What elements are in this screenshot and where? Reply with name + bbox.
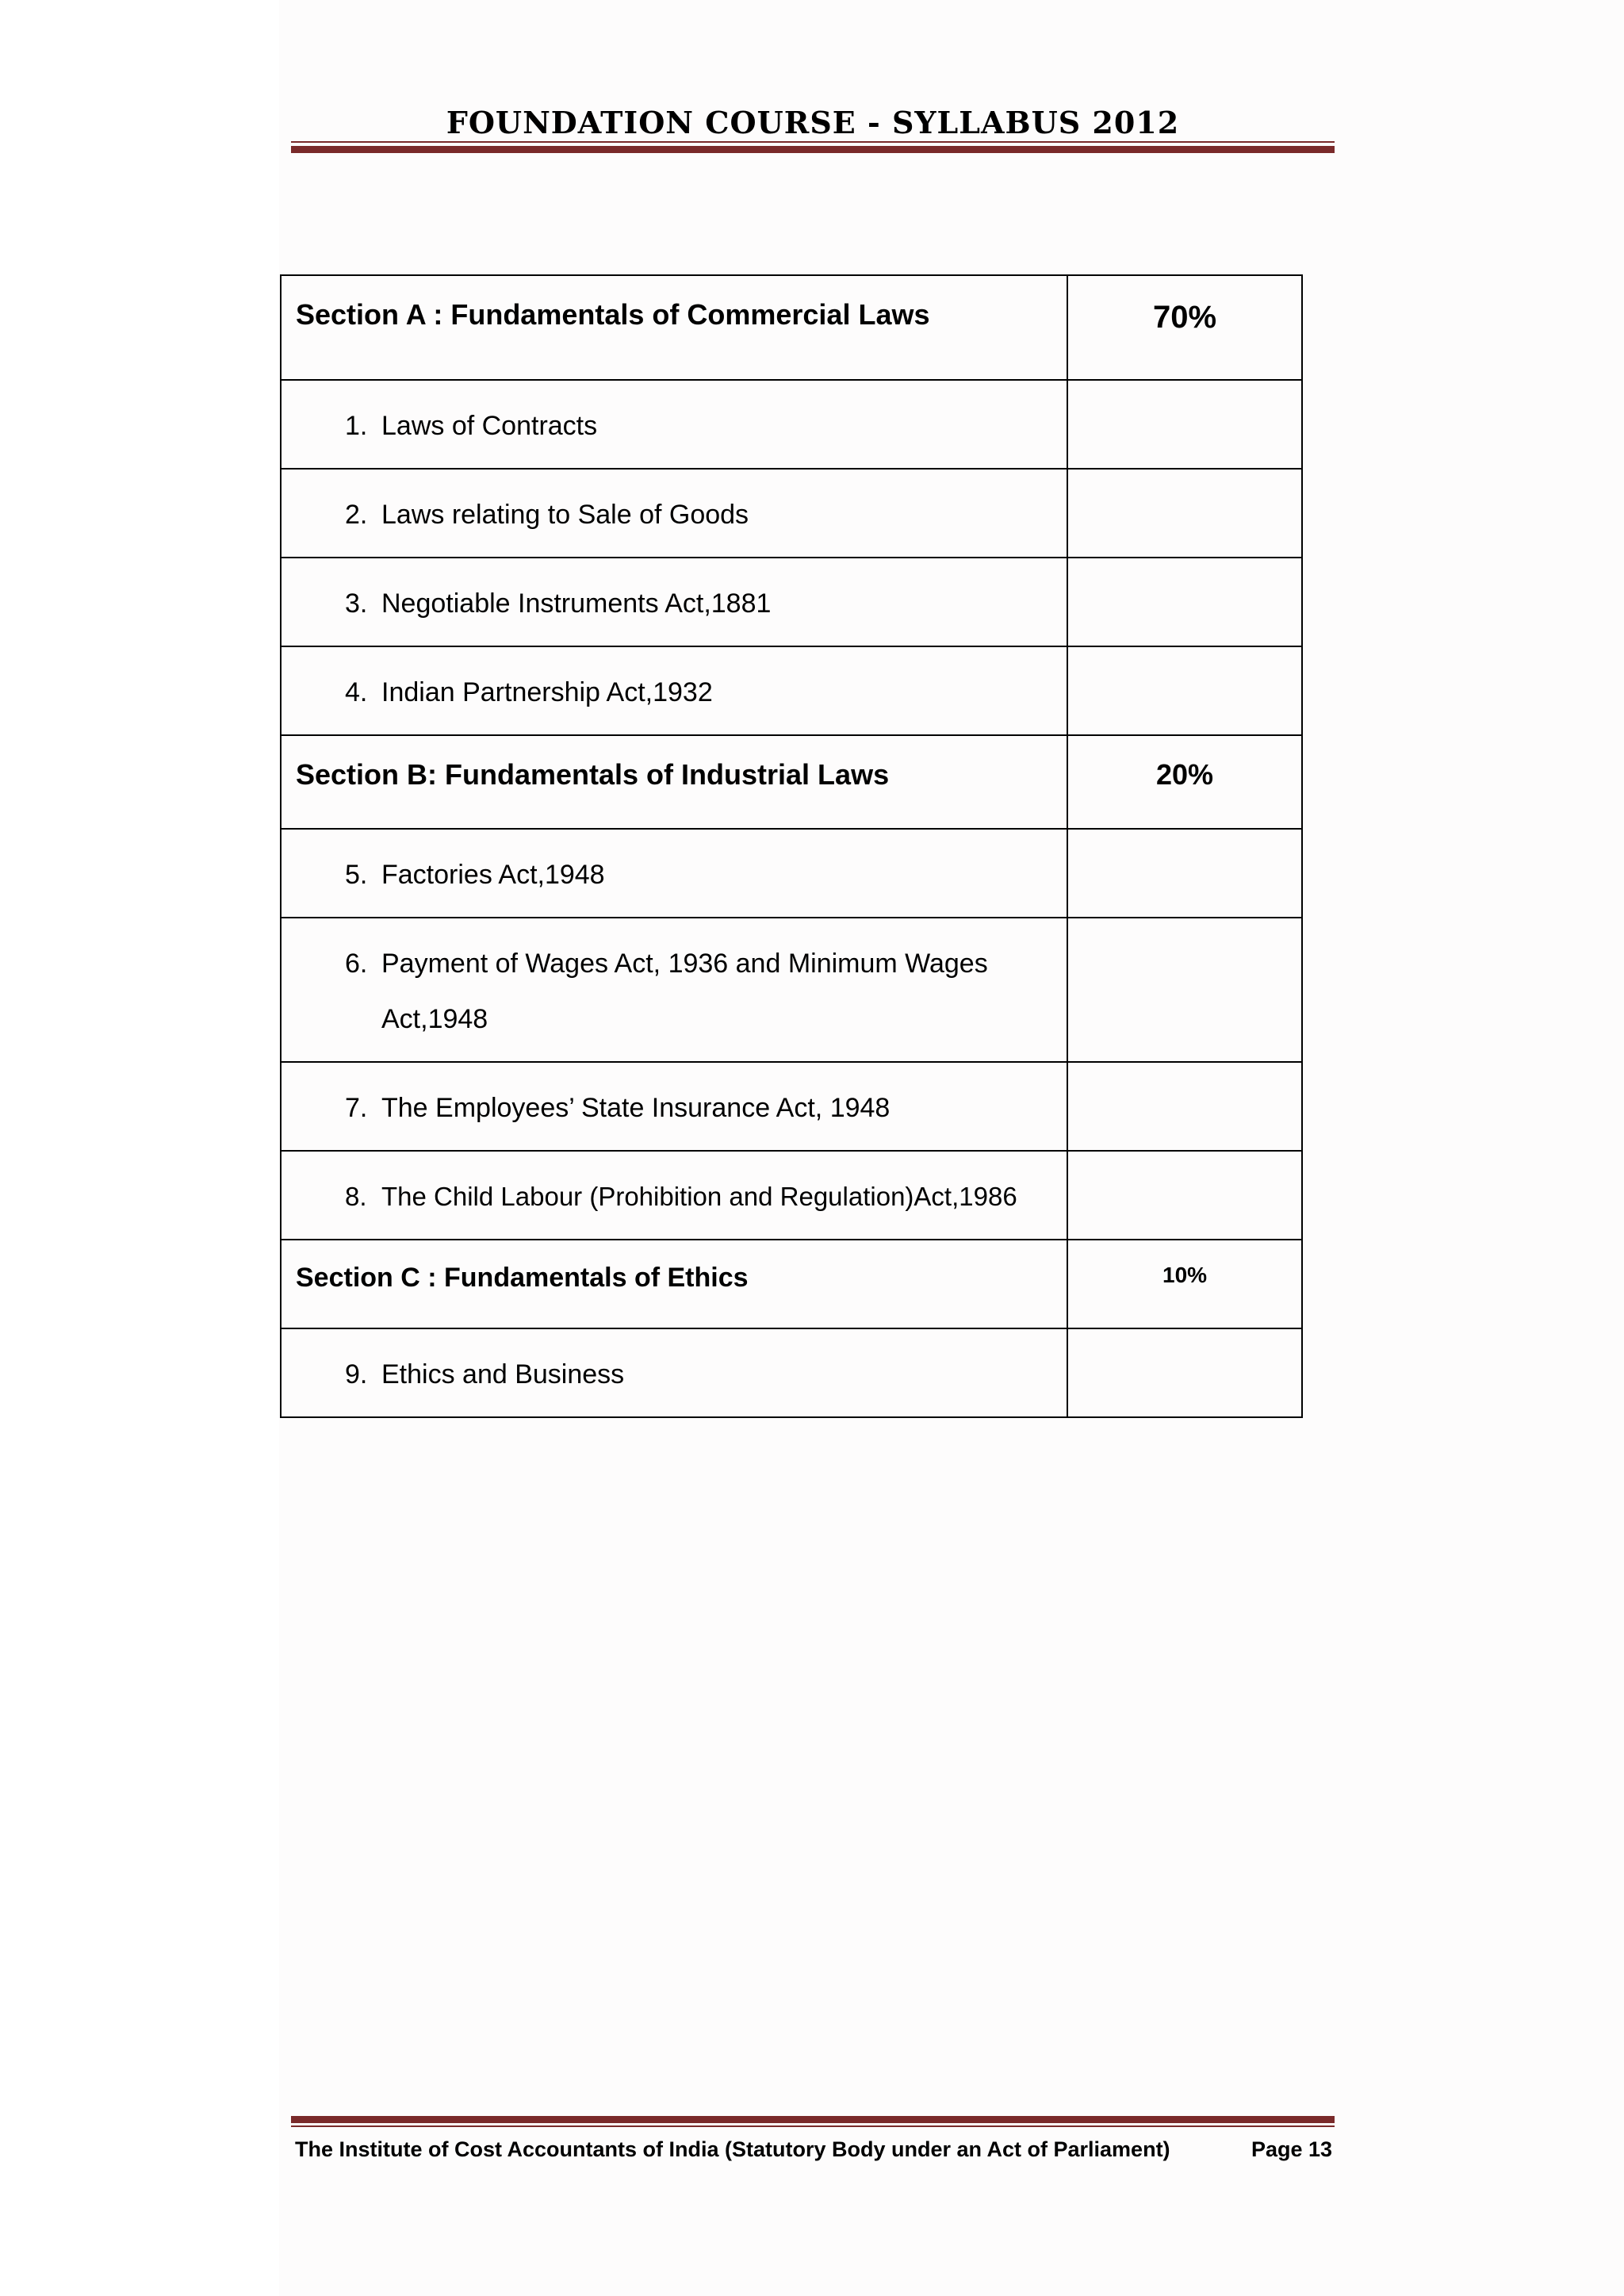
item-number: 4.: [345, 677, 368, 707]
margin-area: [0, 0, 279, 2296]
item-number: 6.: [345, 949, 368, 979]
item-number: 3.: [345, 588, 368, 619]
page-number: Page 13: [1251, 2137, 1333, 2161]
section-weight: 20%: [1156, 758, 1214, 791]
table-row: [281, 1062, 1302, 1151]
syllabus-table: [280, 274, 1303, 1418]
table-row: [281, 1328, 1302, 1417]
section-title: Section A : Fundamentals of Commercial Laws: [296, 298, 930, 331]
item-text: Factories Act,1948: [381, 860, 605, 890]
footer-rule: [291, 2116, 1335, 2123]
item-text: Payment of Wages Act, 1936 and Minimum Wages Act,1948: [381, 949, 988, 1034]
item-text: The Child Labour (Prohibition and Regulation)Act,1986: [381, 1182, 1017, 1211]
item-number: 7.: [345, 1093, 368, 1123]
section-title: Section C : Fundamentals of Ethics: [296, 1263, 749, 1293]
table-row: [281, 829, 1302, 918]
table-row: [281, 380, 1302, 469]
item-number: 1.: [345, 411, 368, 441]
item-number: 9.: [345, 1359, 368, 1389]
section-weight: 10%: [1162, 1263, 1208, 1287]
item-text: Indian Partnership Act,1932: [381, 677, 713, 707]
table-row: [281, 1151, 1302, 1240]
section-row-b: [281, 735, 1302, 829]
item-text: Ethics and Business: [381, 1359, 625, 1389]
table-row: [281, 469, 1302, 558]
page-header-title: FOUNDATION COURSE - SYLLABUS 2012: [446, 105, 1180, 140]
table-row: [281, 646, 1302, 735]
item-text: Negotiable Instruments Act,1881: [381, 588, 772, 619]
table-row: [281, 918, 1302, 1062]
section-weight: 70%: [1153, 300, 1217, 335]
section-title: Section B: Fundamentals of Industrial Laws: [296, 758, 890, 791]
item-text: Laws relating to Sale of Goods: [381, 500, 749, 530]
item-text: The Employees’ State Insurance Act, 1948: [381, 1093, 891, 1123]
footer-institute: The Institute of Cost Accountants of India (Statutory Body under an Act of Parliament): [295, 2137, 1170, 2161]
section-row-c: [281, 1240, 1302, 1328]
header-rule: [291, 146, 1335, 153]
item-number: 2.: [345, 500, 368, 530]
table-row: [281, 558, 1302, 646]
item-number: 8.: [345, 1182, 367, 1211]
item-text: Laws of Contracts: [381, 411, 598, 441]
item-number: 5.: [345, 860, 368, 890]
section-row-a: [281, 275, 1302, 380]
